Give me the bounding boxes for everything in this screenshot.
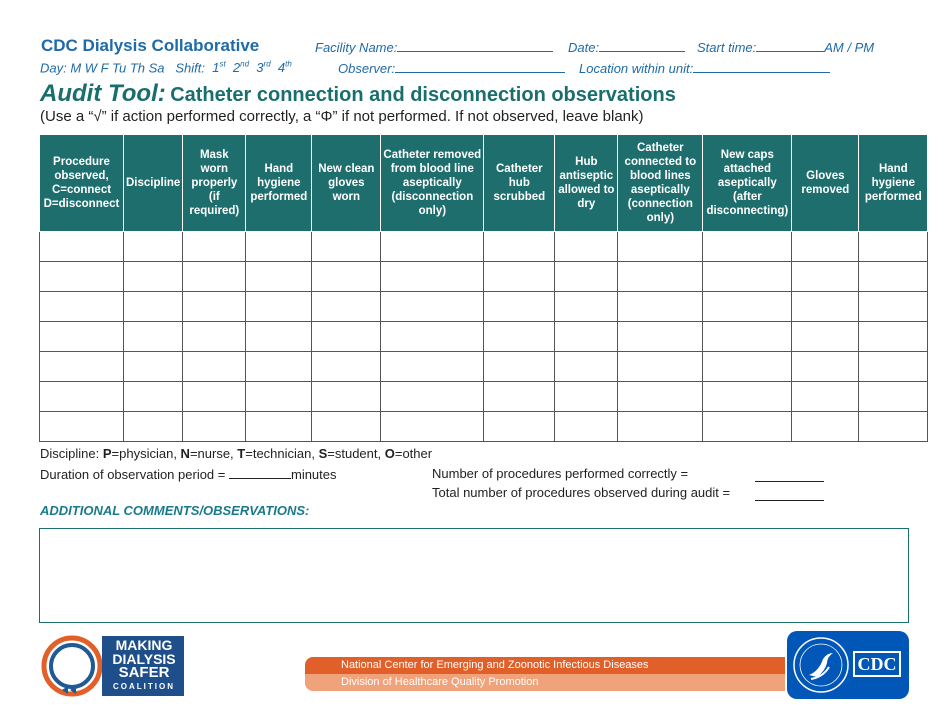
table-cell[interactable] xyxy=(312,412,381,442)
correct-count-field[interactable] xyxy=(432,466,688,481)
table-cell[interactable] xyxy=(792,292,859,322)
table-cell[interactable] xyxy=(124,352,183,382)
table-cell[interactable] xyxy=(859,262,928,292)
shift-label: Shift: xyxy=(175,60,205,76)
duration-label: Duration of observation period = xyxy=(40,467,229,482)
table-cell[interactable] xyxy=(484,382,555,412)
table-cell[interactable] xyxy=(703,412,792,442)
table-cell[interactable] xyxy=(124,412,183,442)
column-header: Hub antiseptic allowed to dry xyxy=(555,135,618,232)
table-cell[interactable] xyxy=(555,322,618,352)
table-cell[interactable] xyxy=(703,382,792,412)
table-cell[interactable] xyxy=(792,382,859,412)
comments-heading: ADDITIONAL COMMENTS/OBSERVATIONS: xyxy=(40,503,310,518)
date-line[interactable] xyxy=(599,39,685,52)
table-cell[interactable] xyxy=(124,382,183,412)
table-cell[interactable] xyxy=(40,232,124,262)
table-cell[interactable] xyxy=(124,292,183,322)
table-cell[interactable] xyxy=(124,232,183,262)
table-cell[interactable] xyxy=(555,352,618,382)
total-count-line[interactable] xyxy=(755,488,824,501)
table-cell[interactable] xyxy=(792,352,859,382)
am-pm-label: AM / PM xyxy=(824,40,875,55)
cdc-wordmark: CDC xyxy=(853,651,901,677)
table-cell[interactable] xyxy=(703,352,792,382)
table-cell[interactable] xyxy=(381,352,484,382)
column-header: Hand hygiene performed xyxy=(859,135,928,232)
table-cell[interactable] xyxy=(246,382,312,412)
location-label: Location within unit: xyxy=(579,61,694,76)
table-row xyxy=(40,262,928,292)
table-row xyxy=(40,382,928,412)
table-cell[interactable] xyxy=(555,232,618,262)
table-cell[interactable] xyxy=(246,292,312,322)
national-center-bar: National Center for Emerging and Zoonotic Infectious Diseases xyxy=(305,657,785,674)
table-cell[interactable] xyxy=(183,262,246,292)
title-main: Audit Tool: xyxy=(40,80,166,107)
table-cell[interactable] xyxy=(703,232,792,262)
table-cell[interactable] xyxy=(246,322,312,352)
table-cell[interactable] xyxy=(40,292,124,322)
table-cell[interactable] xyxy=(555,382,618,412)
shift-1[interactable]: 1st xyxy=(212,60,226,76)
table-cell[interactable] xyxy=(555,262,618,292)
table-cell[interactable] xyxy=(40,262,124,292)
table-cell[interactable] xyxy=(859,412,928,442)
table-cell[interactable] xyxy=(618,412,703,442)
table-cell[interactable] xyxy=(381,262,484,292)
table-cell[interactable] xyxy=(618,232,703,262)
table-row xyxy=(40,292,928,322)
column-header: Discipline xyxy=(124,135,183,232)
table-cell[interactable] xyxy=(484,322,555,352)
table-cell[interactable] xyxy=(484,292,555,322)
table-cell[interactable] xyxy=(792,232,859,262)
table-cell[interactable] xyxy=(246,352,312,382)
facility-name-line[interactable] xyxy=(397,39,553,52)
table-cell[interactable] xyxy=(792,322,859,352)
column-header: Catheter removed from blood line aseptically (disconnection only) xyxy=(381,135,484,232)
table-cell[interactable] xyxy=(859,382,928,412)
date-label: Date: xyxy=(568,40,600,55)
table-cell[interactable] xyxy=(183,292,246,322)
table-cell[interactable] xyxy=(124,262,183,292)
location-line[interactable] xyxy=(693,60,830,73)
column-header: Catheter connected to blood lines aseptically (connection only) xyxy=(618,135,703,232)
day-shift-row xyxy=(40,60,292,75)
table-cell[interactable] xyxy=(859,352,928,382)
shift-3[interactable]: 3rd xyxy=(256,60,271,76)
table-cell[interactable] xyxy=(859,322,928,352)
table-cell[interactable] xyxy=(312,292,381,322)
column-header: Procedure observed, C=connect D=disconnect xyxy=(40,135,124,232)
hhs-seal-icon xyxy=(791,635,851,695)
table-cell[interactable] xyxy=(312,232,381,262)
table-cell[interactable] xyxy=(183,382,246,412)
table-cell[interactable] xyxy=(484,352,555,382)
table-cell[interactable] xyxy=(859,292,928,322)
shift-4[interactable]: 4th xyxy=(277,60,292,76)
table-cell[interactable] xyxy=(183,232,246,262)
table-cell[interactable] xyxy=(792,412,859,442)
table-cell[interactable] xyxy=(618,262,703,292)
division-bar: Division of Healthcare Quality Promotion xyxy=(305,674,785,691)
table-cell[interactable] xyxy=(124,322,183,352)
facility-name-field[interactable] xyxy=(315,39,553,55)
table-cell[interactable] xyxy=(183,412,246,442)
observer-label: Observer: xyxy=(338,61,396,76)
table-header-row xyxy=(40,135,928,232)
start-time-field[interactable] xyxy=(697,39,874,55)
table-cell[interactable] xyxy=(183,322,246,352)
column-header: Catheter hub scrubbed xyxy=(484,135,555,232)
logo-line-4: COALITION xyxy=(113,682,175,691)
table-cell[interactable] xyxy=(40,412,124,442)
table-cell[interactable] xyxy=(40,352,124,382)
logo-line-3: SAFER xyxy=(118,664,170,681)
table-cell[interactable] xyxy=(40,382,124,412)
table-cell[interactable] xyxy=(703,262,792,292)
table-cell[interactable] xyxy=(859,232,928,262)
shift-2[interactable]: 2nd xyxy=(232,60,250,76)
total-count-field[interactable] xyxy=(432,485,730,500)
table-row xyxy=(40,322,928,352)
logo-line-2: DIALYSIS xyxy=(112,651,176,667)
table-row xyxy=(40,232,928,262)
table-cell[interactable] xyxy=(618,322,703,352)
logo-line-1: MAKING xyxy=(115,637,173,653)
facility-name-label: Facility Name: xyxy=(315,40,398,55)
table-cell[interactable] xyxy=(381,232,484,262)
table-cell[interactable] xyxy=(312,382,381,412)
table-cell[interactable] xyxy=(618,382,703,412)
table-body xyxy=(40,232,928,442)
table-cell[interactable] xyxy=(618,292,703,322)
date-field[interactable] xyxy=(568,39,685,55)
table-cell[interactable] xyxy=(703,292,792,322)
correct-count-label: Number of procedures performed correctly = xyxy=(432,466,689,481)
column-header: New clean gloves worn xyxy=(312,135,381,232)
location-field[interactable] xyxy=(579,60,830,76)
table-cell[interactable] xyxy=(246,232,312,262)
duration-line[interactable] xyxy=(229,466,291,479)
table-cell[interactable] xyxy=(246,262,312,292)
page-title xyxy=(40,80,676,108)
table-cell[interactable] xyxy=(381,412,484,442)
observer-field[interactable] xyxy=(338,60,565,76)
table-cell[interactable] xyxy=(312,322,381,352)
table-cell[interactable] xyxy=(484,262,555,292)
duration-unit: minutes xyxy=(290,467,337,482)
total-count-label: Total number of procedures observed during audit = xyxy=(432,485,731,500)
column-header: Mask worn properly (if required) xyxy=(183,135,246,232)
table-cell[interactable] xyxy=(555,292,618,322)
table-cell[interactable] xyxy=(381,292,484,322)
column-header: New caps attached aseptically (after disconnecting) xyxy=(703,135,792,232)
collaborative-title: CDC Dialysis Collaborative xyxy=(41,36,260,55)
audit-table xyxy=(39,134,928,442)
day-label: Day: xyxy=(40,60,67,76)
making-dialysis-safer-logo xyxy=(40,634,186,698)
table-cell[interactable] xyxy=(40,322,124,352)
table-cell[interactable] xyxy=(484,412,555,442)
table-cell[interactable] xyxy=(618,352,703,382)
table-row xyxy=(40,412,928,442)
table-cell[interactable] xyxy=(183,352,246,382)
table-row xyxy=(40,352,928,382)
table-cell[interactable] xyxy=(555,412,618,442)
table-cell[interactable] xyxy=(484,232,555,262)
table-cell[interactable] xyxy=(381,322,484,352)
table-cell[interactable] xyxy=(246,412,312,442)
title-sub: Catheter connection and disconnection observations xyxy=(170,84,676,106)
table-cell[interactable] xyxy=(703,322,792,352)
observer-line[interactable] xyxy=(395,60,565,73)
duration-field[interactable] xyxy=(40,466,337,482)
correct-count-line[interactable] xyxy=(755,469,824,482)
table-cell[interactable] xyxy=(312,352,381,382)
column-header: Hand hygiene performed xyxy=(246,135,312,232)
start-time-line[interactable] xyxy=(756,39,824,52)
day-options[interactable]: M W F Tu Th Sa xyxy=(70,60,165,76)
instructions: (Use a “√” if action performed correctly, a “Φ” if not performed. If not observed, leave blank) xyxy=(40,108,644,125)
table-cell[interactable] xyxy=(312,262,381,292)
start-time-label: Start time: xyxy=(697,40,757,55)
table-cell[interactable] xyxy=(381,382,484,412)
discipline-legend: Discipline: P=physician, N=nurse, T=technician, S=student, O=other xyxy=(40,446,433,461)
column-header: Gloves removed xyxy=(792,135,859,232)
cdc-logo xyxy=(787,631,909,699)
comments-box[interactable] xyxy=(39,528,909,623)
table-cell[interactable] xyxy=(792,262,859,292)
